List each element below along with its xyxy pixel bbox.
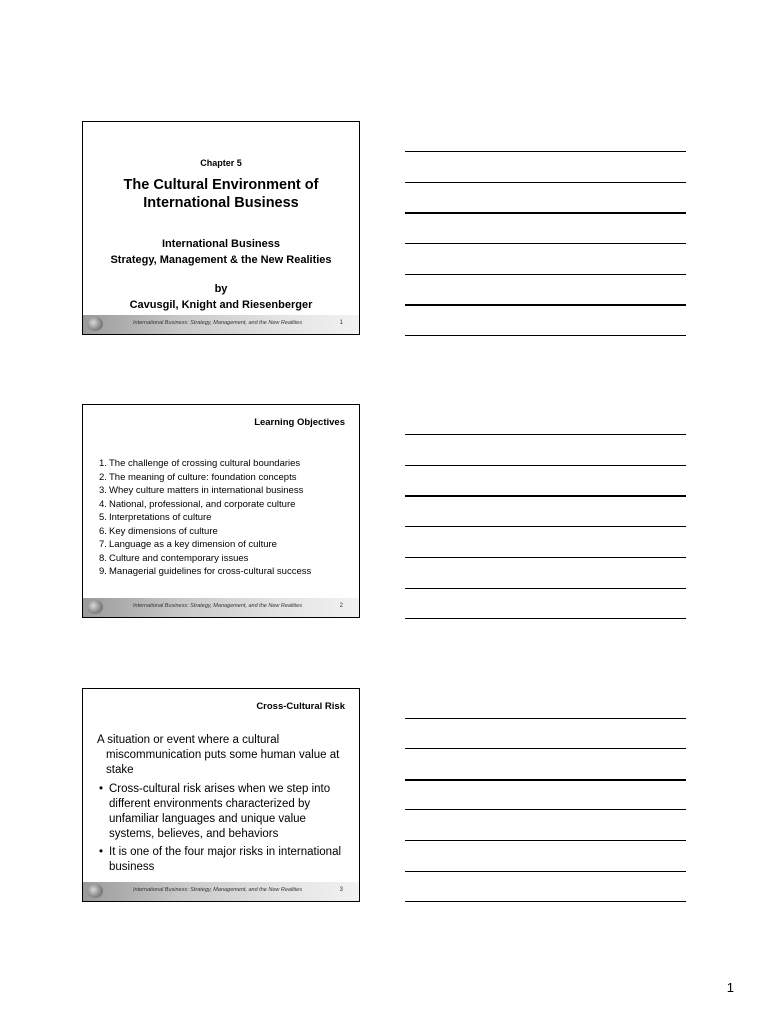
list-item: 4. National, professional, and corporate culture <box>99 498 296 510</box>
globe-icon <box>87 317 103 331</box>
note-line <box>405 151 686 152</box>
slide-footer <box>83 882 359 901</box>
note-line <box>405 465 686 466</box>
slide-1 <box>82 121 360 335</box>
note-line <box>405 840 686 841</box>
note-line <box>405 809 686 810</box>
globe-icon <box>87 884 103 898</box>
note-line <box>405 274 686 275</box>
note-line <box>405 618 686 619</box>
note-line <box>405 748 686 749</box>
list-item: 7. Language as a key dimension of culture <box>99 539 277 550</box>
note-line <box>405 495 686 497</box>
chapter-label: Chapter 5 <box>200 158 242 168</box>
footer-text: International Business: Strategy, Management, and the New Realities <box>133 320 302 326</box>
list-item: 1. The challenge of crossing cultural boundaries <box>99 458 301 469</box>
page-number: 1 <box>726 980 734 995</box>
objectives-list <box>99 457 311 579</box>
slide-number: 3 <box>339 887 343 893</box>
slide-number: 2 <box>339 603 343 609</box>
note-line <box>405 557 686 558</box>
note-line <box>405 212 686 214</box>
note-line <box>405 871 686 872</box>
list-item: 2. The meaning of culture: foundation concepts <box>99 471 297 483</box>
note-line <box>405 304 686 306</box>
slide-3 <box>82 688 360 902</box>
list-item: 5. Interpretations of culture <box>99 512 212 523</box>
note-line <box>405 901 686 902</box>
slide-body <box>97 733 349 878</box>
footer-text: International Business: Strategy, Management, and the New Realities <box>133 603 302 609</box>
note-line <box>405 182 686 183</box>
list-item: 9. Managerial guidelines for cross-cultural success <box>99 566 312 577</box>
bullet-item: • Cross-cultural risk arises when we step into different environments characterized by unfamiliar languages and unique value systems, believes, and behaviors <box>99 783 331 840</box>
slide-number: 1 <box>339 320 343 326</box>
bullet-icon: • <box>99 846 104 858</box>
list-item: 6. Key dimensions of culture <box>99 525 218 537</box>
author-credit: by Cavusgil, Knight and Riesenberger <box>129 283 313 311</box>
bullet-icon: • <box>99 783 104 795</box>
list-item: 8. Culture and contemporary issues <box>99 552 249 564</box>
definition-text: A situation or event where a cultural miscommunication puts some human value at stake <box>97 734 340 776</box>
slide-footer <box>83 315 359 334</box>
note-line <box>405 434 686 435</box>
footer-text: International Business: Strategy, Management, and the New Realities <box>133 887 302 893</box>
bullet-item: • It is one of the four major risks in international business <box>99 846 342 873</box>
note-line <box>405 718 686 719</box>
list-item: 3. Whey culture matters in international business <box>99 485 304 496</box>
book-subtitle: International Business Strategy, Management & the New Realities <box>110 238 332 266</box>
slide-heading: Cross-Cultural Risk <box>256 701 345 712</box>
globe-icon <box>87 600 103 614</box>
slide-heading: Learning Objectives <box>254 417 345 428</box>
note-line <box>405 588 686 589</box>
note-line <box>405 243 686 244</box>
slide-footer <box>83 598 359 617</box>
note-line <box>405 779 686 781</box>
note-line <box>405 526 686 527</box>
note-line <box>405 335 686 336</box>
slide-2 <box>82 404 360 618</box>
slide-title: The Cultural Environment of International Business <box>123 177 319 211</box>
